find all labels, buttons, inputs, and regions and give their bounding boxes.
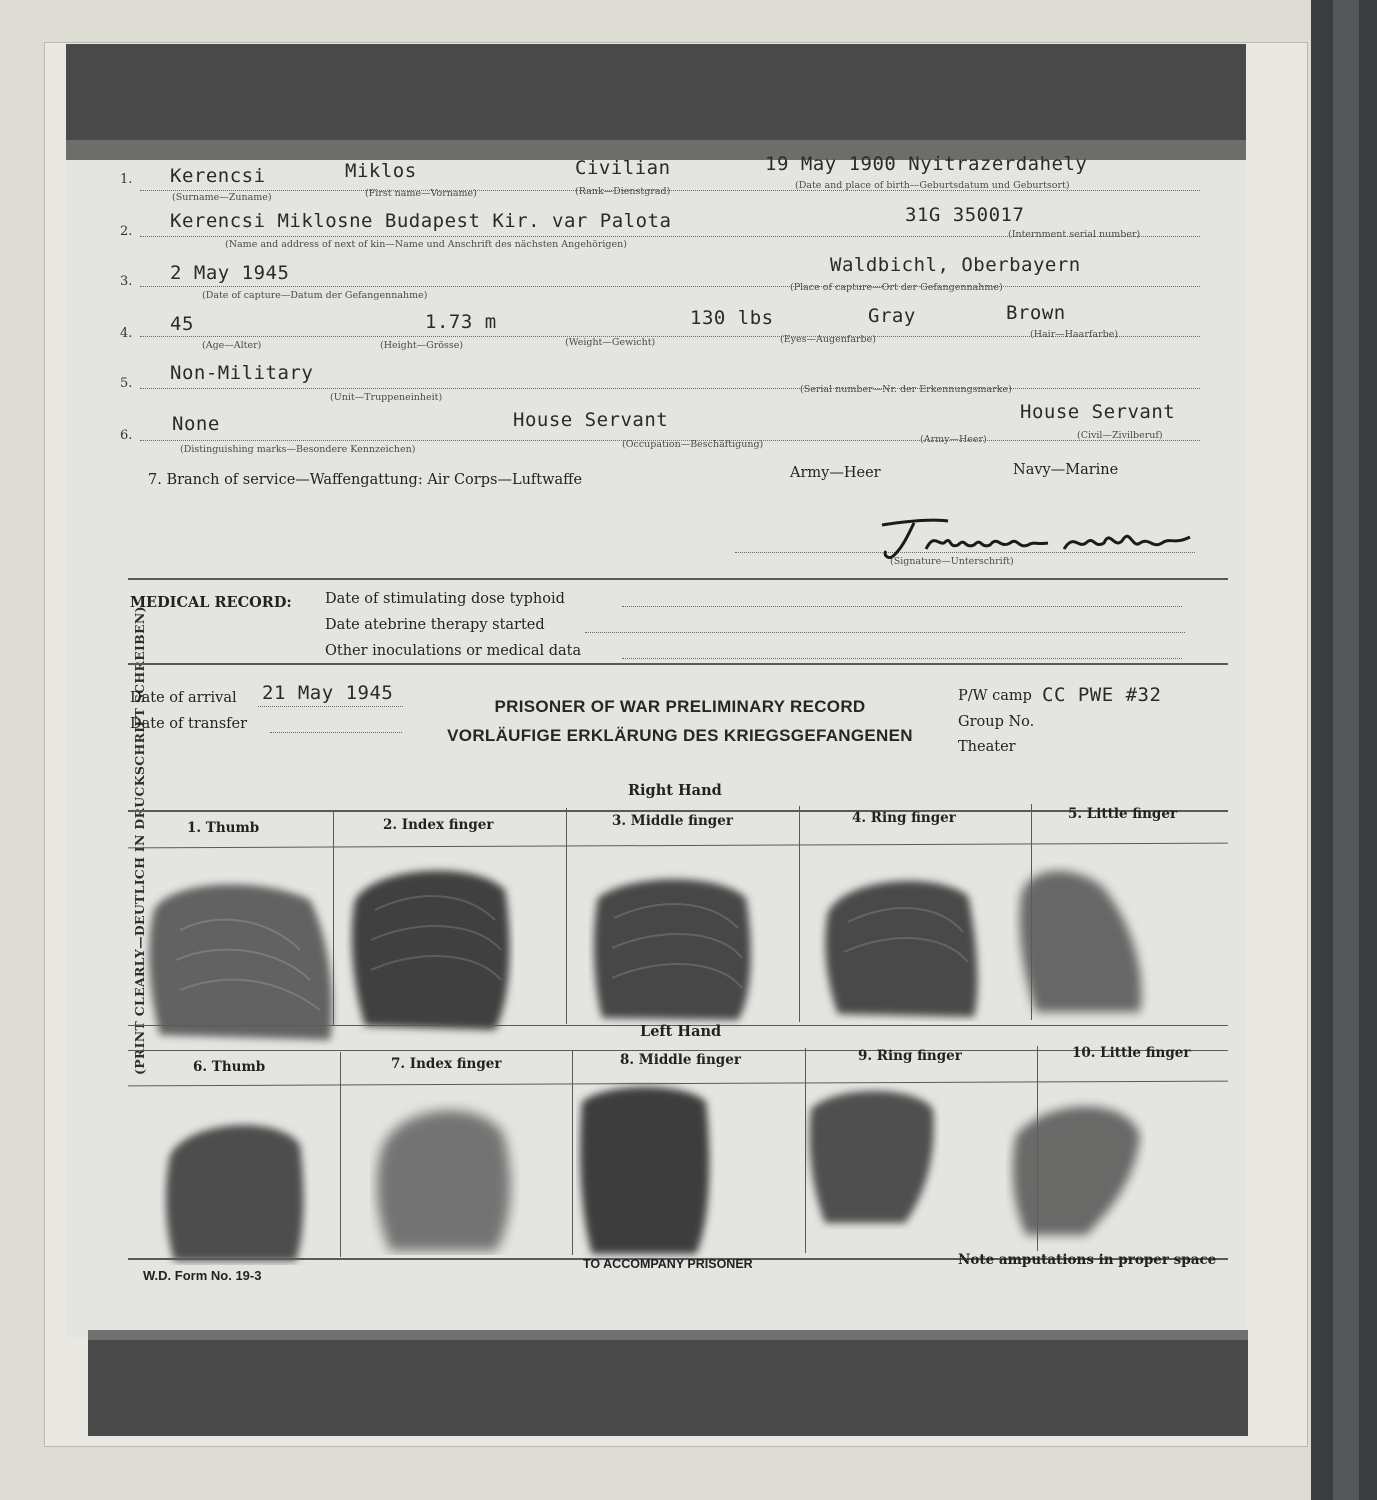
form-title-en: PRISONER OF WAR PRELIMINARY RECORD [494,697,866,716]
form-title-de: VORLÄUFIGE ERKLÄRUNG DES KRIEGSGEFANGENEN [447,726,913,745]
next-of-kin-value: Kerencsi Miklosne Budapest Kir. var Palota [170,210,672,232]
fingerprint-left-ring [805,1085,940,1230]
next-of-kin-caption: (Name and address of next of kin—Name und Anschrift des nächsten Angehörigen) [225,239,627,250]
pw-camp-value: CC PWE #32 [1042,684,1162,706]
rank-caption: (Rank—Dienstgrad) [575,186,671,197]
row-number: 2. [120,224,133,239]
finger-label-5: 5. Little finger [1068,806,1178,822]
photo-top-border [66,44,1246,154]
civil-caption: (Civil—Zivilberuf) [1077,430,1163,441]
typhoid-label: Date of stimulating dose typhoid [325,591,565,607]
army-branch-label: Army—Heer [790,465,881,481]
finger-label-10: 10. Little finger [1072,1045,1191,1061]
theater-label: Theater [958,739,1016,755]
weight-value: 130 lbs [690,307,774,329]
fingerprint-right-ring [818,872,988,1022]
pw-camp-label: P/W camp [958,688,1032,704]
fingerprint-right-thumb [140,870,340,1050]
fingerprint-right-index [345,860,515,1040]
finger-label-8: 8. Middle finger [620,1052,741,1068]
unit-caption: (Unit—Truppeneinheit) [330,392,443,403]
fingerprint-left-middle [576,1082,716,1262]
capture-date-value: 2 May 1945 [170,262,290,284]
arrival-date-value: 21 May 1945 [262,682,394,704]
inoculations-label: Other inoculations or medical data [325,643,582,659]
medical-record-label: MEDICAL RECORD: [130,594,292,611]
age-caption: (Age—Alter) [202,340,262,351]
capture-place-caption: (Place of capture—Ort der Gefangennahme) [790,282,1003,293]
height-caption: (Height—Grösse) [380,340,464,351]
left-hand-label: Left Hand [640,1023,722,1040]
transfer-label: Date of transfer [130,716,248,732]
fingerprint-left-thumb [160,1115,310,1265]
civil-occupation-value: House Servant [1020,401,1176,423]
finger-label-9: 9. Ring finger [858,1048,962,1064]
fingerprint-right-little [1012,862,1162,1022]
serial-number-caption: (Serial number—Nr. der Erkennungsmarke) [800,384,1012,395]
finger-label-1: 1. Thumb [187,820,260,836]
birth-value: 19 May 1900 Nyitrazerdahely [765,153,1088,175]
age-value: 45 [170,313,194,335]
accompany-prisoner-note: TO ACCOMPANY PRISONER [583,1257,753,1271]
fingerprint-left-little [1006,1095,1146,1245]
scanner-rail [1311,0,1377,1500]
photo-bottom-border [88,1340,1248,1436]
branch-of-service-label: 7. Branch of service—Waffengattung: Air Corps—Luftwaffe [148,472,583,488]
side-instruction: (PRINT CLEARLY—DEUTLICH IN DRUCKSCHRIFT SCHREIBEN) [132,606,147,1075]
finger-label-7: 7. Index finger [391,1056,502,1072]
capture-place-value: Waldbichl, Oberbayern [830,254,1081,276]
occupation-value: House Servant [513,409,669,431]
right-hand-label: Right Hand [628,782,722,799]
distinguishing-marks-value: None [172,413,220,435]
row-number: 1. [120,172,133,187]
occupation-caption: (Occupation—Beschäftigung) [622,439,764,450]
eyes-value: Gray [868,305,916,327]
hair-caption: (Hair—Haarfarbe) [1030,329,1119,340]
finger-label-4: 4. Ring finger [852,810,956,826]
first-name-value: Miklos [345,160,417,182]
form-number: W.D. Form No. 19-3 [143,1268,262,1283]
fingerprint-left-index [370,1095,520,1255]
surname-caption: (Surname—Zuname) [172,192,272,203]
rank-value: Civilian [575,157,671,179]
row-number: 4. [120,326,133,341]
finger-label-3: 3. Middle finger [612,813,733,829]
atebrine-label: Date atebrine therapy started [325,617,545,633]
height-value: 1.73 m [425,311,497,333]
finger-label-2: 2. Index finger [383,817,494,833]
distinguishing-marks-caption: (Distinguishing marks—Besondere Kennzeichen) [180,444,416,455]
surname-value: Kerencsi [170,165,266,187]
amputations-note: Note amputations in proper space [958,1252,1217,1268]
internment-serial-value: 31G 350017 [905,204,1025,226]
eyes-caption: (Eyes—Augenfarbe) [780,334,876,345]
fingerprint-right-middle [588,868,758,1028]
signature-caption: (Signature—Unterschrift) [890,556,1014,567]
finger-label-6: 6. Thumb [193,1059,266,1075]
unit-value: Non-Military [170,362,314,384]
internment-serial-caption: (Internment serial number) [1008,229,1141,240]
row-number: 3. [120,274,133,289]
navy-branch-label: Navy—Marine [1013,462,1119,478]
hair-value: Brown [1006,302,1066,324]
army-caption: (Army—Heer) [920,434,987,445]
capture-date-caption: (Date of capture—Datum der Gefangennahme) [202,290,428,301]
row-number: 6. [120,428,133,443]
first-name-caption: (First name—Vorname) [365,188,477,199]
arrival-label: Date of arrival [130,690,237,706]
weight-caption: (Weight—Gewicht) [565,337,656,348]
group-no-label: Group No. [958,714,1035,730]
birth-caption: (Date and place of birth—Geburtsdatum und Geburtsort) [795,180,1070,191]
row-number: 5. [120,376,133,391]
